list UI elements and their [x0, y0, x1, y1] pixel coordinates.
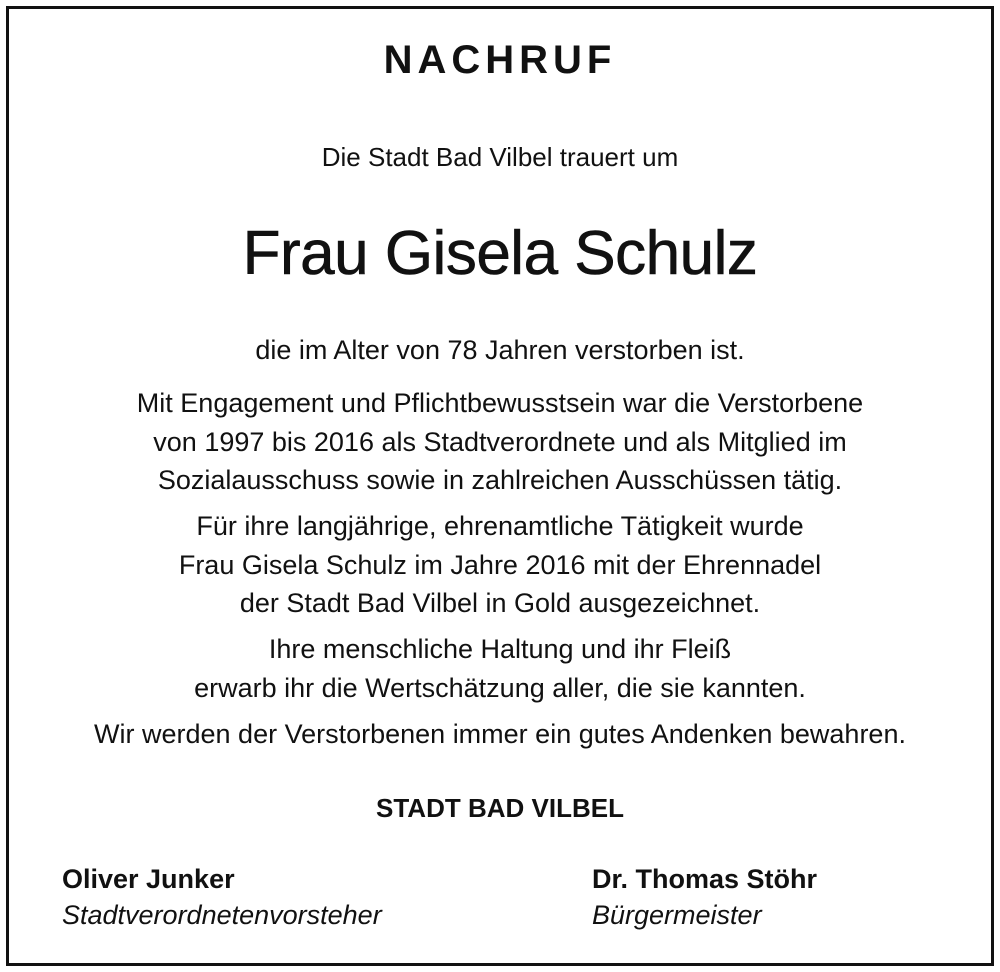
signatory-name: Dr. Thomas Stöhr	[592, 864, 818, 894]
intro-text: Die Stadt Bad Vilbel trauert um	[321, 142, 679, 172]
signatory-name: Oliver Junker	[62, 864, 235, 894]
personal-paragraph	[20, 630, 980, 707]
notice-heading: NACHRUF	[383, 38, 617, 82]
signatory-title: Bürgermeister	[592, 900, 762, 930]
closing-line: Wir werden der Verstorbenen immer ein gutes Andenken bewahren.	[94, 719, 906, 749]
organization-name: STADT BAD VILBEL	[376, 793, 624, 823]
deceased-name: Frau Gisela Schulz	[242, 219, 758, 288]
closing-paragraph	[20, 715, 980, 754]
signatory-title: Stadtverordnetenvorsteher	[62, 900, 382, 930]
signatory-left	[62, 861, 382, 933]
engagement-line: Mit Engagement und Pflichtbewusstsein war die Verstorbene	[136, 388, 864, 418]
personal-line: erwarb ihr die Wertschätzung aller, die sie kannten.	[194, 672, 806, 703]
honor-line: der Stadt Bad Vilbel in Gold ausgezeichnet.	[239, 588, 761, 618]
age-paragraph	[20, 331, 980, 370]
age-line: die im Alter von 78 Jahren verstorben ist.	[255, 335, 745, 365]
honor-line: Frau Gisela Schulz im Jahre 2016 mit der Ehrennadel	[178, 549, 822, 580]
signatory-right	[592, 861, 817, 933]
honor-paragraph	[20, 507, 980, 623]
engagement-paragraph	[20, 384, 980, 500]
personal-line: Ihre menschliche Haltung und ihr Fleiß	[268, 634, 732, 664]
engagement-line: von 1997 bis 2016 als Stadtverordnete und als Mitglied im	[153, 426, 847, 457]
honor-line: Für ihre langjährige, ehrenamtliche Tätigkeit wurde	[196, 511, 804, 541]
engagement-line: Sozialausschuss sowie in zahlreichen Ausschüssen tätig.	[157, 465, 843, 495]
